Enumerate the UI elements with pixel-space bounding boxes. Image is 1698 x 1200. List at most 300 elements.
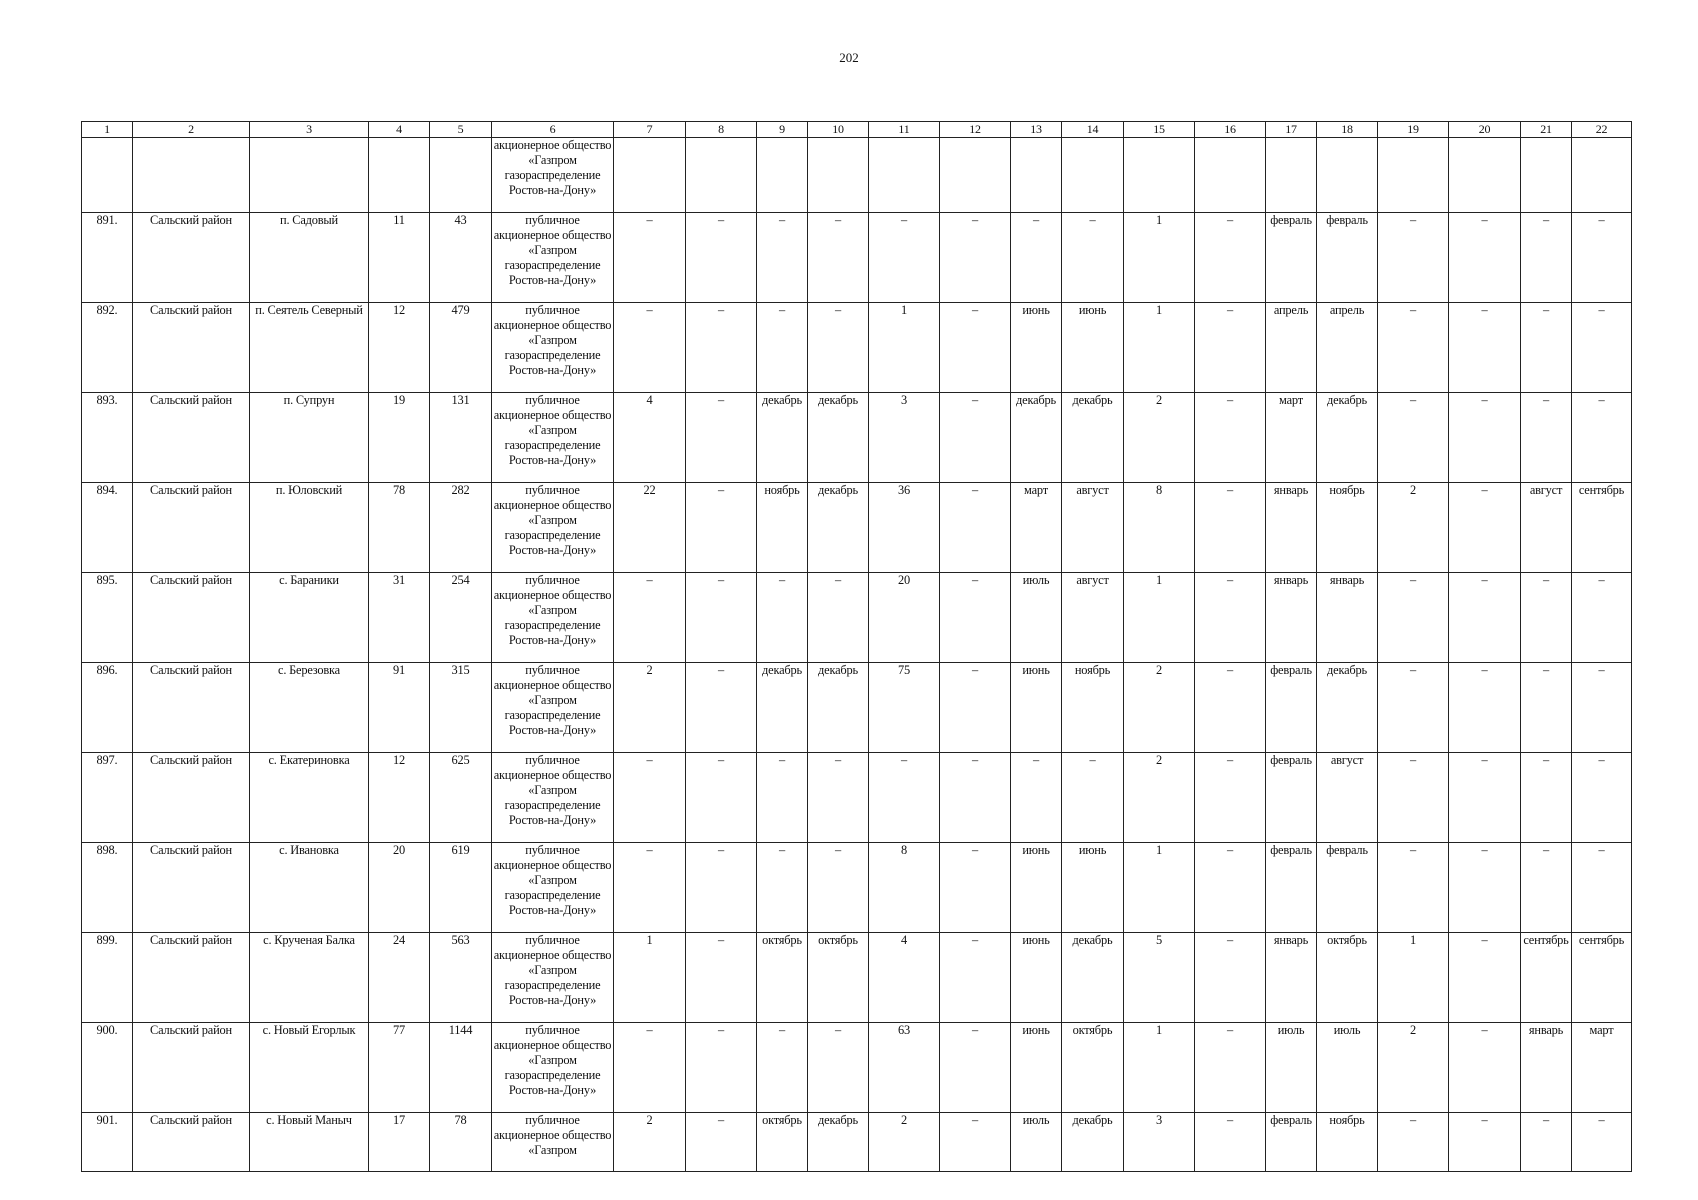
- value-cell-col-10: –: [808, 753, 869, 843]
- value-cell-col-13: июль: [1011, 1113, 1062, 1172]
- value-cell-col-20: –: [1449, 843, 1521, 933]
- value-cell-col-5: 1144: [430, 1023, 492, 1113]
- value-cell-col-21: –: [1521, 573, 1572, 663]
- column-number: 6: [492, 122, 614, 138]
- column-number: 18: [1317, 122, 1378, 138]
- table-cell: [1062, 138, 1124, 213]
- operator-cell: публичное акционерное общество «Газпром газораспределение Ростов-на-Дону»: [492, 213, 614, 303]
- column-number: 3: [250, 122, 369, 138]
- value-cell-col-9: –: [757, 843, 808, 933]
- row-number-cell: 901.: [82, 1113, 133, 1172]
- value-cell-col-13: –: [1011, 753, 1062, 843]
- value-cell-col-5: 619: [430, 843, 492, 933]
- operator-cell: публичное акционерное общество «Газпром газораспределение Ростов-на-Дону»: [492, 843, 614, 933]
- table-cell: [757, 138, 808, 213]
- table-row: [82, 933, 1632, 1023]
- column-number: 19: [1378, 122, 1449, 138]
- value-cell-col-18: февраль: [1317, 843, 1378, 933]
- value-cell-col-5: 479: [430, 303, 492, 393]
- value-cell-col-15: 1: [1124, 573, 1195, 663]
- value-cell-col-18: декабрь: [1317, 663, 1378, 753]
- value-cell-col-9: –: [757, 573, 808, 663]
- table-cell: [1011, 138, 1062, 213]
- value-cell-col-19: –: [1378, 213, 1449, 303]
- value-cell-col-20: –: [1449, 1113, 1521, 1172]
- locality-cell: п. Садовый: [250, 213, 369, 303]
- value-cell-col-9: октябрь: [757, 933, 808, 1023]
- locality-cell: с. Березовка: [250, 663, 369, 753]
- value-cell-col-17: апрель: [1266, 303, 1317, 393]
- value-cell-col-19: –: [1378, 573, 1449, 663]
- operator-cell: публичное акционерное общество «Газпром газораспределение Ростов-на-Дону»: [492, 1023, 614, 1113]
- table-cell: [369, 138, 430, 213]
- value-cell-col-9: –: [757, 303, 808, 393]
- value-cell-col-22: сентябрь: [1572, 933, 1632, 1023]
- value-cell-col-19: 2: [1378, 483, 1449, 573]
- row-number-cell: 893.: [82, 393, 133, 483]
- row-number-cell: 900.: [82, 1023, 133, 1113]
- column-number: 21: [1521, 122, 1572, 138]
- value-cell-col-21: сентябрь: [1521, 933, 1572, 1023]
- table-body: [82, 122, 1632, 1172]
- value-cell-col-7: –: [614, 573, 686, 663]
- value-cell-col-13: июнь: [1011, 933, 1062, 1023]
- value-cell-col-15: 3: [1124, 1113, 1195, 1172]
- value-cell-col-18: апрель: [1317, 303, 1378, 393]
- row-number-cell: 899.: [82, 933, 133, 1023]
- value-cell-col-22: март: [1572, 1023, 1632, 1113]
- value-cell-col-4: 12: [369, 753, 430, 843]
- table-row: [82, 1023, 1632, 1113]
- value-cell-col-16: –: [1195, 753, 1266, 843]
- table-cell: [808, 138, 869, 213]
- value-cell-col-19: –: [1378, 663, 1449, 753]
- value-cell-col-16: –: [1195, 1113, 1266, 1172]
- value-cell-col-10: декабрь: [808, 393, 869, 483]
- table-cell: [686, 138, 757, 213]
- value-cell-col-18: февраль: [1317, 213, 1378, 303]
- value-cell-col-7: 2: [614, 1113, 686, 1172]
- table-cell: [1317, 138, 1378, 213]
- value-cell-col-7: –: [614, 303, 686, 393]
- value-cell-col-4: 77: [369, 1023, 430, 1113]
- value-cell-col-5: 43: [430, 213, 492, 303]
- value-cell-col-20: –: [1449, 1023, 1521, 1113]
- value-cell-col-16: –: [1195, 393, 1266, 483]
- value-cell-col-20: –: [1449, 213, 1521, 303]
- operator-cell: акционерное общество «Газпром газораспределение Ростов-на-Дону»: [492, 138, 614, 213]
- value-cell-col-9: –: [757, 213, 808, 303]
- value-cell-col-16: –: [1195, 843, 1266, 933]
- table-cell: [1449, 138, 1521, 213]
- value-cell-col-4: 11: [369, 213, 430, 303]
- operator-cell: публичное акционерное общество «Газпром газораспределение Ростов-на-Дону»: [492, 393, 614, 483]
- table-row: [82, 753, 1632, 843]
- value-cell-col-4: 91: [369, 663, 430, 753]
- value-cell-col-17: февраль: [1266, 213, 1317, 303]
- table-cell: [1378, 138, 1449, 213]
- value-cell-col-12: –: [940, 303, 1011, 393]
- value-cell-col-5: 254: [430, 573, 492, 663]
- value-cell-col-8: –: [686, 483, 757, 573]
- value-cell-col-13: декабрь: [1011, 393, 1062, 483]
- value-cell-col-16: –: [1195, 933, 1266, 1023]
- value-cell-col-7: –: [614, 213, 686, 303]
- column-number: 10: [808, 122, 869, 138]
- value-cell-col-14: –: [1062, 213, 1124, 303]
- value-cell-col-7: 4: [614, 393, 686, 483]
- district-cell: Сальский район: [133, 303, 250, 393]
- value-cell-col-18: август: [1317, 753, 1378, 843]
- value-cell-col-21: –: [1521, 303, 1572, 393]
- district-cell: Сальский район: [133, 753, 250, 843]
- column-number: 22: [1572, 122, 1632, 138]
- locality-cell: с. Крученая Балка: [250, 933, 369, 1023]
- table-row: [82, 303, 1632, 393]
- value-cell-col-11: 20: [869, 573, 940, 663]
- value-cell-col-14: декабрь: [1062, 933, 1124, 1023]
- column-number: 16: [1195, 122, 1266, 138]
- table-cell: [1195, 138, 1266, 213]
- value-cell-col-16: –: [1195, 663, 1266, 753]
- value-cell-col-10: декабрь: [808, 663, 869, 753]
- value-cell-col-10: –: [808, 573, 869, 663]
- value-cell-col-10: октябрь: [808, 933, 869, 1023]
- row-number-cell: 891.: [82, 213, 133, 303]
- value-cell-col-8: –: [686, 393, 757, 483]
- value-cell-col-21: –: [1521, 393, 1572, 483]
- value-cell-col-7: –: [614, 1023, 686, 1113]
- value-cell-col-9: октябрь: [757, 1113, 808, 1172]
- value-cell-col-13: июнь: [1011, 663, 1062, 753]
- value-cell-col-9: декабрь: [757, 393, 808, 483]
- district-cell: Сальский район: [133, 573, 250, 663]
- value-cell-col-14: ноябрь: [1062, 663, 1124, 753]
- table-row: [82, 483, 1632, 573]
- value-cell-col-22: –: [1572, 303, 1632, 393]
- value-cell-col-4: 78: [369, 483, 430, 573]
- value-cell-col-14: декабрь: [1062, 393, 1124, 483]
- value-cell-col-11: 8: [869, 843, 940, 933]
- value-cell-col-13: июнь: [1011, 303, 1062, 393]
- locality-cell: с. Ивановка: [250, 843, 369, 933]
- value-cell-col-15: 2: [1124, 663, 1195, 753]
- value-cell-col-14: декабрь: [1062, 1113, 1124, 1172]
- value-cell-col-19: –: [1378, 753, 1449, 843]
- operator-cell: публичное акционерное общество «Газпром газораспределение Ростов-на-Дону»: [492, 933, 614, 1023]
- locality-cell: с. Екатериновка: [250, 753, 369, 843]
- district-cell: Сальский район: [133, 663, 250, 753]
- value-cell-col-12: –: [940, 393, 1011, 483]
- locality-cell: с. Новый Егорлык: [250, 1023, 369, 1113]
- value-cell-col-22: –: [1572, 1113, 1632, 1172]
- operator-cell: публичное акционерное общество «Газпром газораспределение Ростов-на-Дону»: [492, 303, 614, 393]
- value-cell-col-9: ноябрь: [757, 483, 808, 573]
- value-cell-col-19: –: [1378, 393, 1449, 483]
- value-cell-col-13: –: [1011, 213, 1062, 303]
- locality-cell: с. Бараники: [250, 573, 369, 663]
- value-cell-col-22: сентябрь: [1572, 483, 1632, 573]
- value-cell-col-13: март: [1011, 483, 1062, 573]
- column-number: 8: [686, 122, 757, 138]
- value-cell-col-22: –: [1572, 843, 1632, 933]
- district-cell: Сальский район: [133, 483, 250, 573]
- value-cell-col-16: –: [1195, 1023, 1266, 1113]
- value-cell-col-5: 625: [430, 753, 492, 843]
- table-row: [82, 843, 1632, 933]
- value-cell-col-11: –: [869, 213, 940, 303]
- value-cell-col-9: декабрь: [757, 663, 808, 753]
- value-cell-col-7: 1: [614, 933, 686, 1023]
- table-cell: [1521, 138, 1572, 213]
- locality-cell: п. Супрун: [250, 393, 369, 483]
- value-cell-col-4: 24: [369, 933, 430, 1023]
- value-cell-col-5: 78: [430, 1113, 492, 1172]
- district-cell: Сальский район: [133, 1023, 250, 1113]
- value-cell-col-7: –: [614, 843, 686, 933]
- value-cell-col-17: февраль: [1266, 1113, 1317, 1172]
- value-cell-col-11: 1: [869, 303, 940, 393]
- value-cell-col-11: 4: [869, 933, 940, 1023]
- value-cell-col-5: 131: [430, 393, 492, 483]
- value-cell-col-13: июнь: [1011, 1023, 1062, 1113]
- value-cell-col-10: декабрь: [808, 483, 869, 573]
- value-cell-col-11: 63: [869, 1023, 940, 1113]
- value-cell-col-4: 17: [369, 1113, 430, 1172]
- value-cell-col-8: –: [686, 213, 757, 303]
- value-cell-col-14: –: [1062, 753, 1124, 843]
- column-number: 4: [369, 122, 430, 138]
- row-number-cell: 895.: [82, 573, 133, 663]
- value-cell-col-18: июль: [1317, 1023, 1378, 1113]
- value-cell-col-17: февраль: [1266, 753, 1317, 843]
- value-cell-col-11: –: [869, 753, 940, 843]
- table-cell: [614, 138, 686, 213]
- value-cell-col-19: –: [1378, 843, 1449, 933]
- locality-cell: с. Новый Маныч: [250, 1113, 369, 1172]
- value-cell-col-11: 3: [869, 393, 940, 483]
- value-cell-col-10: –: [808, 843, 869, 933]
- register-table: [81, 121, 1632, 1172]
- table-cell: [1124, 138, 1195, 213]
- value-cell-col-17: март: [1266, 393, 1317, 483]
- value-cell-col-17: июль: [1266, 1023, 1317, 1113]
- value-cell-col-22: –: [1572, 573, 1632, 663]
- value-cell-col-19: 1: [1378, 933, 1449, 1023]
- value-cell-col-8: –: [686, 1023, 757, 1113]
- table-row: [82, 393, 1632, 483]
- value-cell-col-22: –: [1572, 393, 1632, 483]
- column-number: 1: [82, 122, 133, 138]
- table-row: [82, 1113, 1632, 1172]
- value-cell-col-8: –: [686, 303, 757, 393]
- value-cell-col-4: 31: [369, 573, 430, 663]
- value-cell-col-22: –: [1572, 753, 1632, 843]
- value-cell-col-17: февраль: [1266, 663, 1317, 753]
- value-cell-col-21: –: [1521, 213, 1572, 303]
- table-row: [82, 573, 1632, 663]
- table-cell: [1572, 138, 1632, 213]
- value-cell-col-12: –: [940, 663, 1011, 753]
- value-cell-col-7: 22: [614, 483, 686, 573]
- column-number: 12: [940, 122, 1011, 138]
- value-cell-col-18: январь: [1317, 573, 1378, 663]
- table-cell: [1266, 138, 1317, 213]
- value-cell-col-10: –: [808, 1023, 869, 1113]
- operator-cell: публичное акционерное общество «Газпром газораспределение Ростов-на-Дону»: [492, 753, 614, 843]
- value-cell-col-8: –: [686, 1113, 757, 1172]
- value-cell-col-12: –: [940, 213, 1011, 303]
- value-cell-col-16: –: [1195, 573, 1266, 663]
- value-cell-col-12: –: [940, 1023, 1011, 1113]
- value-cell-col-20: –: [1449, 573, 1521, 663]
- value-cell-col-11: 36: [869, 483, 940, 573]
- operator-cell: публичное акционерное общество «Газпром: [492, 1113, 614, 1172]
- value-cell-col-20: –: [1449, 753, 1521, 843]
- value-cell-col-16: –: [1195, 303, 1266, 393]
- value-cell-col-9: –: [757, 753, 808, 843]
- column-number-row: [82, 122, 1632, 138]
- value-cell-col-15: 2: [1124, 753, 1195, 843]
- operator-cell: публичное акционерное общество «Газпром газораспределение Ростов-на-Дону»: [492, 573, 614, 663]
- value-cell-col-18: октябрь: [1317, 933, 1378, 1023]
- table-cell: [250, 138, 369, 213]
- value-cell-col-19: –: [1378, 1113, 1449, 1172]
- value-cell-col-4: 19: [369, 393, 430, 483]
- value-cell-col-20: –: [1449, 663, 1521, 753]
- column-number: 13: [1011, 122, 1062, 138]
- value-cell-col-20: –: [1449, 393, 1521, 483]
- value-cell-col-21: –: [1521, 753, 1572, 843]
- value-cell-col-16: –: [1195, 213, 1266, 303]
- value-cell-col-5: 282: [430, 483, 492, 573]
- operator-cell: публичное акционерное общество «Газпром газораспределение Ростов-на-Дону»: [492, 663, 614, 753]
- value-cell-col-17: январь: [1266, 573, 1317, 663]
- value-cell-col-13: июль: [1011, 573, 1062, 663]
- operator-cell: публичное акционерное общество «Газпром газораспределение Ростов-на-Дону»: [492, 483, 614, 573]
- carryover-row: [82, 138, 1632, 213]
- value-cell-col-21: –: [1521, 663, 1572, 753]
- value-cell-col-12: –: [940, 1113, 1011, 1172]
- value-cell-col-21: –: [1521, 843, 1572, 933]
- value-cell-col-17: февраль: [1266, 843, 1317, 933]
- value-cell-col-19: –: [1378, 303, 1449, 393]
- value-cell-col-5: 563: [430, 933, 492, 1023]
- table-cell: [133, 138, 250, 213]
- value-cell-col-21: август: [1521, 483, 1572, 573]
- column-number: 14: [1062, 122, 1124, 138]
- table-cell: [940, 138, 1011, 213]
- value-cell-col-19: 2: [1378, 1023, 1449, 1113]
- value-cell-col-14: июнь: [1062, 843, 1124, 933]
- value-cell-col-15: 1: [1124, 213, 1195, 303]
- value-cell-col-18: ноябрь: [1317, 483, 1378, 573]
- value-cell-col-8: –: [686, 753, 757, 843]
- value-cell-col-7: 2: [614, 663, 686, 753]
- value-cell-col-12: –: [940, 933, 1011, 1023]
- value-cell-col-18: декабрь: [1317, 393, 1378, 483]
- table-row: [82, 213, 1632, 303]
- value-cell-col-17: январь: [1266, 933, 1317, 1023]
- value-cell-col-4: 20: [369, 843, 430, 933]
- value-cell-col-22: –: [1572, 663, 1632, 753]
- district-cell: Сальский район: [133, 843, 250, 933]
- table-row: [82, 663, 1632, 753]
- column-number: 9: [757, 122, 808, 138]
- row-number-cell: 896.: [82, 663, 133, 753]
- value-cell-col-14: октябрь: [1062, 1023, 1124, 1113]
- column-number: 7: [614, 122, 686, 138]
- district-cell: Сальский район: [133, 213, 250, 303]
- value-cell-col-18: ноябрь: [1317, 1113, 1378, 1172]
- column-number: 11: [869, 122, 940, 138]
- value-cell-col-22: –: [1572, 213, 1632, 303]
- value-cell-col-14: июнь: [1062, 303, 1124, 393]
- value-cell-col-20: –: [1449, 303, 1521, 393]
- value-cell-col-10: –: [808, 303, 869, 393]
- value-cell-col-16: –: [1195, 483, 1266, 573]
- value-cell-col-12: –: [940, 573, 1011, 663]
- column-number: 5: [430, 122, 492, 138]
- value-cell-col-11: 2: [869, 1113, 940, 1172]
- value-cell-col-15: 8: [1124, 483, 1195, 573]
- value-cell-col-20: –: [1449, 483, 1521, 573]
- table-cell: [430, 138, 492, 213]
- value-cell-col-12: –: [940, 753, 1011, 843]
- locality-cell: п. Юловский: [250, 483, 369, 573]
- value-cell-col-15: 1: [1124, 843, 1195, 933]
- row-number-cell: 894.: [82, 483, 133, 573]
- locality-cell: п. Сеятель Северный: [250, 303, 369, 393]
- column-number: 17: [1266, 122, 1317, 138]
- value-cell-col-8: –: [686, 933, 757, 1023]
- value-cell-col-8: –: [686, 843, 757, 933]
- row-number-cell: 897.: [82, 753, 133, 843]
- value-cell-col-15: 1: [1124, 1023, 1195, 1113]
- value-cell-col-21: –: [1521, 1113, 1572, 1172]
- value-cell-col-8: –: [686, 663, 757, 753]
- value-cell-col-8: –: [686, 573, 757, 663]
- table-cell: [869, 138, 940, 213]
- column-number: 20: [1449, 122, 1521, 138]
- value-cell-col-21: январь: [1521, 1023, 1572, 1113]
- value-cell-col-9: –: [757, 1023, 808, 1113]
- value-cell-col-12: –: [940, 483, 1011, 573]
- district-cell: Сальский район: [133, 1113, 250, 1172]
- district-cell: Сальский район: [133, 933, 250, 1023]
- row-number-cell: 898.: [82, 843, 133, 933]
- page-number: 202: [839, 50, 859, 65]
- value-cell-col-5: 315: [430, 663, 492, 753]
- column-number: 15: [1124, 122, 1195, 138]
- value-cell-col-10: –: [808, 213, 869, 303]
- column-number: 2: [133, 122, 250, 138]
- value-cell-col-17: январь: [1266, 483, 1317, 573]
- value-cell-col-15: 2: [1124, 393, 1195, 483]
- value-cell-col-20: –: [1449, 933, 1521, 1023]
- value-cell-col-11: 75: [869, 663, 940, 753]
- value-cell-col-15: 5: [1124, 933, 1195, 1023]
- district-cell: Сальский район: [133, 393, 250, 483]
- value-cell-col-14: август: [1062, 483, 1124, 573]
- value-cell-col-7: –: [614, 753, 686, 843]
- value-cell-col-14: август: [1062, 573, 1124, 663]
- value-cell-col-15: 1: [1124, 303, 1195, 393]
- row-number-cell: 892.: [82, 303, 133, 393]
- value-cell-col-13: июнь: [1011, 843, 1062, 933]
- value-cell-col-4: 12: [369, 303, 430, 393]
- value-cell-col-10: декабрь: [808, 1113, 869, 1172]
